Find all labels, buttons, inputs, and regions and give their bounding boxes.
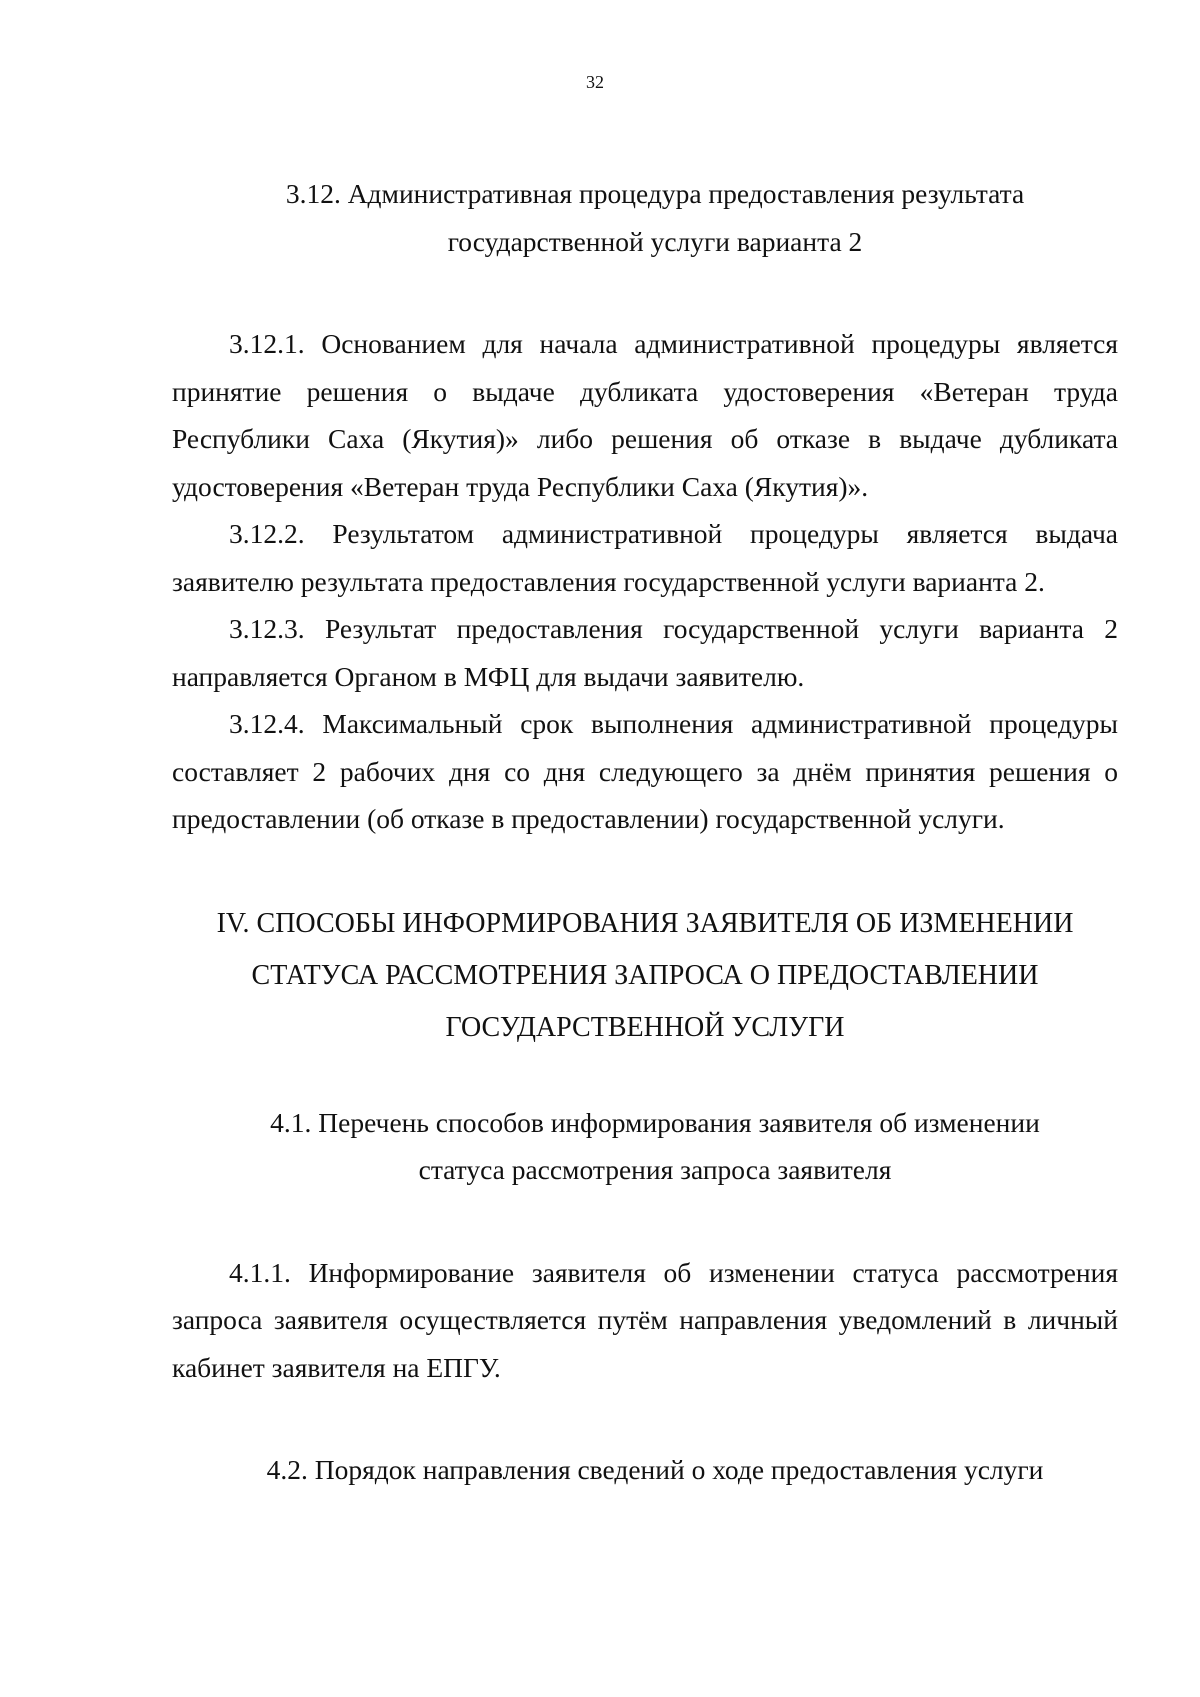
spacer (172, 843, 1118, 898)
page-number: 32 (586, 72, 604, 92)
heading-3-12-line-2: государственной услуги варианта 2 (447, 225, 863, 257)
spacer (172, 1391, 1118, 1446)
heading-4-2-line-1: 4.2. Порядок направления сведений о ходе предоставления услуги (266, 1454, 1044, 1485)
spacer (172, 265, 1118, 320)
section-iv-line-1: IV. СПОСОБЫ ИНФОРМИРОВАНИЯ ЗАЯВИТЕЛЯ ОБ ИЗМЕНЕНИИ (216, 907, 1074, 939)
paragraph-3-12-4: 3.12.4. Максимальный срок выполнения административной процедуры составляет 2 рабочих дня со дня следующего за днём принятия решения о предоставлении (об отказе в предоставлении) государственной услуги. (172, 708, 1118, 834)
heading-4-1-line-2: статуса рассмотрения запроса заявителя (418, 1154, 892, 1185)
page-content (172, 170, 1118, 1494)
section-iv-line-3: ГОСУДАРСТВЕННОЙ УСЛУГИ (445, 1011, 845, 1043)
heading-3-12-line-1: 3.12. Административная процедура предоставления результата (285, 178, 1025, 209)
heading-4-1-line-1: 4.1. Перечень способов информирования заявителя об изменении (270, 1106, 1040, 1138)
paragraph-3-12-2: 3.12.2. Результатом административной процедуры является выдача заявителю результата предоставления государственной услуги варианта 2. (172, 518, 1118, 597)
section-iv-line-2: СТАТУСА РАССМОТРЕНИЯ ЗАПРОСА О ПРЕДОСТАВЛЕНИИ (251, 959, 1039, 991)
heading-3-12 (192, 170, 1118, 265)
spacer (172, 1054, 1118, 1099)
paragraph-4-1-1: 4.1.1. Информирование заявителя об изменении статуса рассмотрения запроса заявителя осуществляется путём направления уведомлений в личный кабинет заявителя на ЕПГУ. (172, 1256, 1118, 1383)
paragraph-3-12-1: 3.12.1. Основанием для начала административной процедуры является принятие решения о выдаче дубликата удостоверения «Ветеран труда Республики Саха (Якутия)» либо решения об отказе в выдаче дубликата удостоверения «Ветеран труда Республики Саха (Якутия)». (172, 328, 1118, 502)
section-iv-heading (172, 898, 1118, 1054)
heading-4-2 (192, 1446, 1118, 1494)
heading-4-1 (192, 1099, 1118, 1194)
spacer (172, 1194, 1118, 1249)
paragraph-3-12-3: 3.12.3. Результат предоставления государственной услуги варианта 2 направляется Органом в МФЦ для выдачи заявителю. (172, 613, 1118, 692)
